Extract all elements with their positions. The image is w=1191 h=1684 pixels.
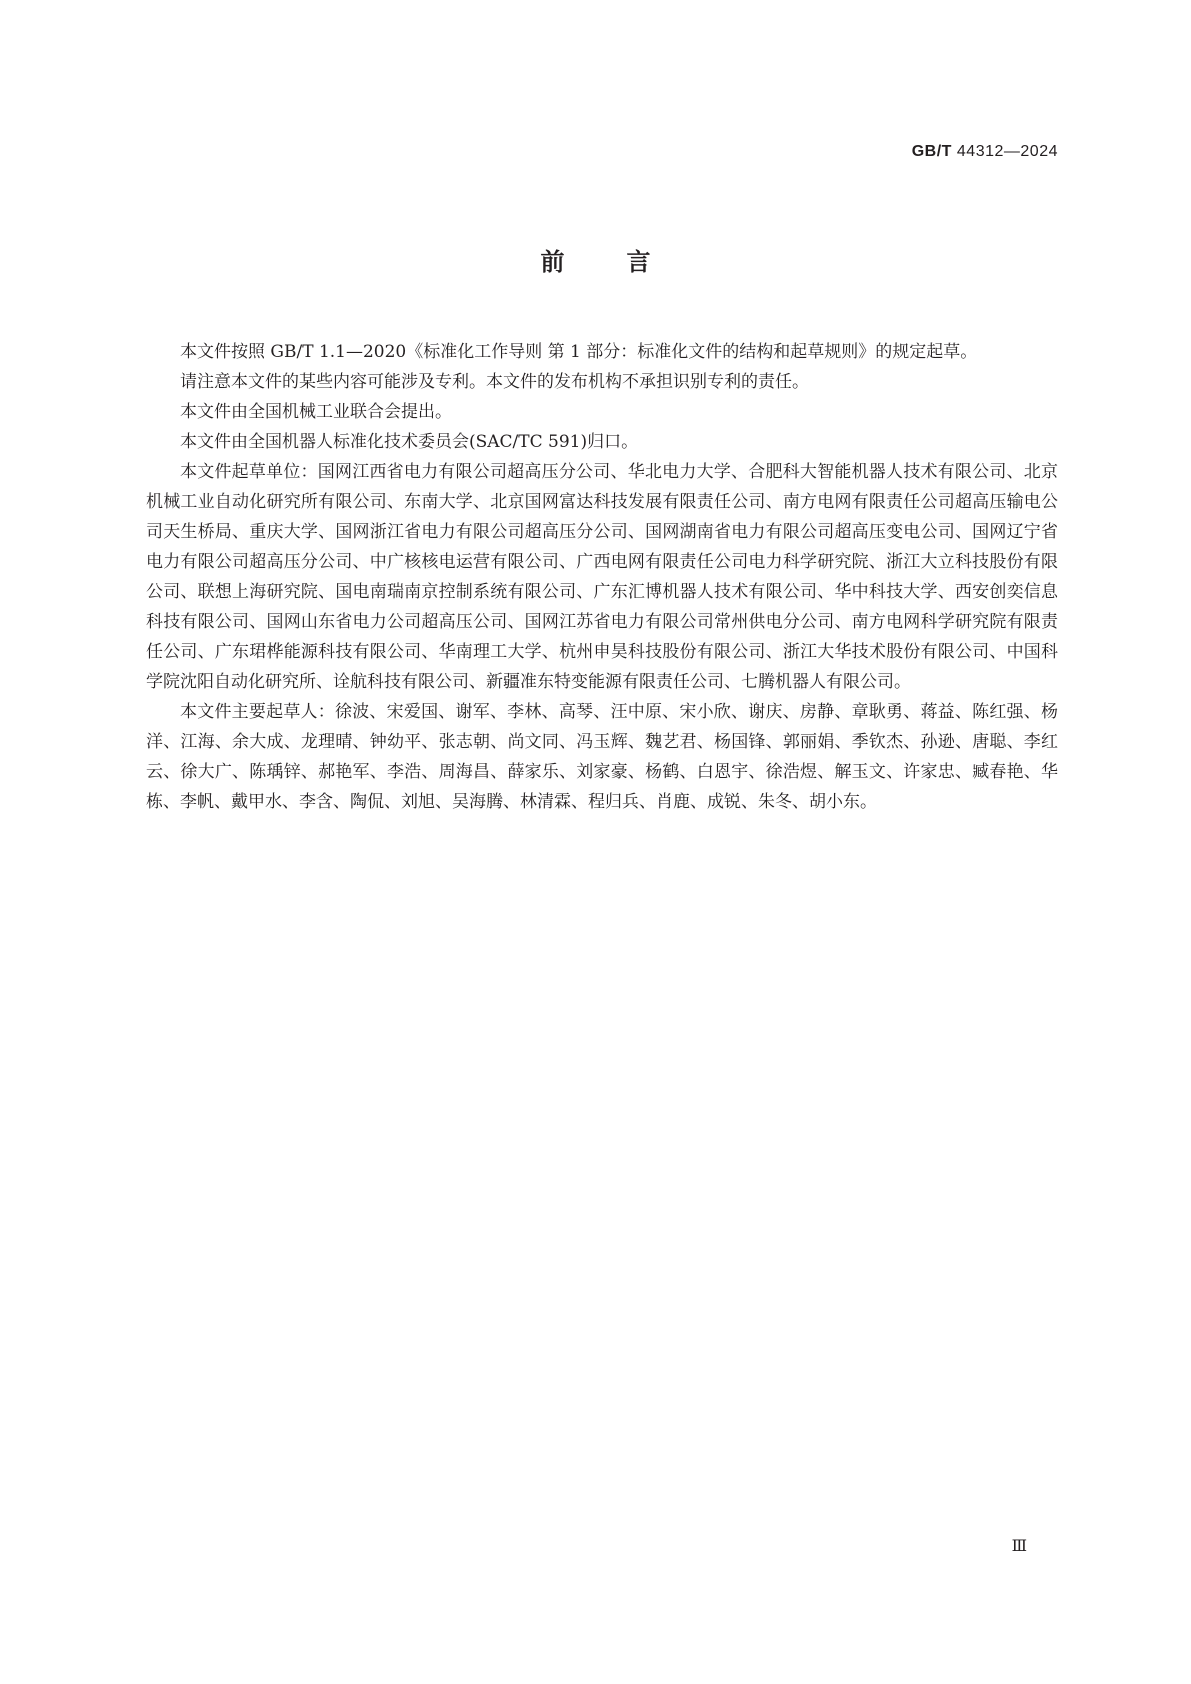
paragraph-drafters: 本文件主要起草人：徐波、宋爱国、谢军、李林、高琴、汪中原、宋小欣、谢庆、房静、章耿勇、蒋益、陈红强、杨洋、江海、余大成、龙理晴、钟幼平、张志朝、尚文同、冯玉辉、魏艺君、杨国锋、郭丽娟、季钦杰、孙逊、唐聪、李红云、徐大广、陈瑀锌、郝艳军、李浩、周海昌、薛家乐、刘家豪、杨鹤、白恩宇、徐浩煜、解玉文、许家忠、臧春艳、华栋、李帆、戴甲水、李含、陶侃、刘旭、吴海腾、林清霖、程归兵、肖鹿、成锐、朱冬、胡小东。 [146,702,1058,812]
paragraph-patent-notice: 请注意本文件的某些内容可能涉及专利。本文件的发布机构不承担识别专利的责任。 [180,372,809,392]
paragraph-proposer: 本文件由全国机械工业联合会提出。 [180,402,452,422]
paragraph-drafting-rules: 本文件按照 GB/T 1.1—2020《标准化工作导则 第 1 部分：标准化文件的结构和起草规则》的规定起草。 [180,342,978,362]
page-title: 前言 [540,248,713,276]
document-body [146,337,1058,817]
paragraph-committee: 本文件由全国机器人标准化技术委员会(SAC/TC 591)归口。 [180,432,639,452]
paragraph-drafting-units: 本文件起草单位：国网江西省电力有限公司超高压分公司、华北电力大学、合肥科大智能机器人技术有限公司、北京机械工业自动化研究所有限公司、东南大学、北京国网富达科技发展有限责任公司、南方电网有限责任公司超高压输电公司天生桥局、重庆大学、国网浙江省电力有限公司超高压分公司、国网湖南省电力有限公司超高压变电公司、国网辽宁省电力有限公司超高压分公司、中广核核电运营有限公司、广西电网有限责任公司电力科学研究院、浙江大立科技股份有限公司、联想上海研究院、国电南瑞南京控制系统有限公司、广东汇博机器人技术有限公司、华中科技大学、西安创奕信息科技有限公司、国网山东省电力公司超高压公司、国网江苏省电力有限公司常州供电分公司、南方电网科学研究院有限责任公司、广东珺桦能源科技有限公司、华南理工大学、杭州申昊科技股份有限公司、浙江大华技术股份有限公司、中国科学院沈阳自动化研究所、诠航科技有限公司、新疆准东特变能源有限责任公司、七腾机器人有限公司。 [146,462,1058,692]
standard-prefix: GB/T [911,143,952,160]
standard-code: 44312—2024 [956,143,1058,160]
page-number: Ⅲ [1011,1536,1027,1555]
standard-number [912,143,1058,161]
